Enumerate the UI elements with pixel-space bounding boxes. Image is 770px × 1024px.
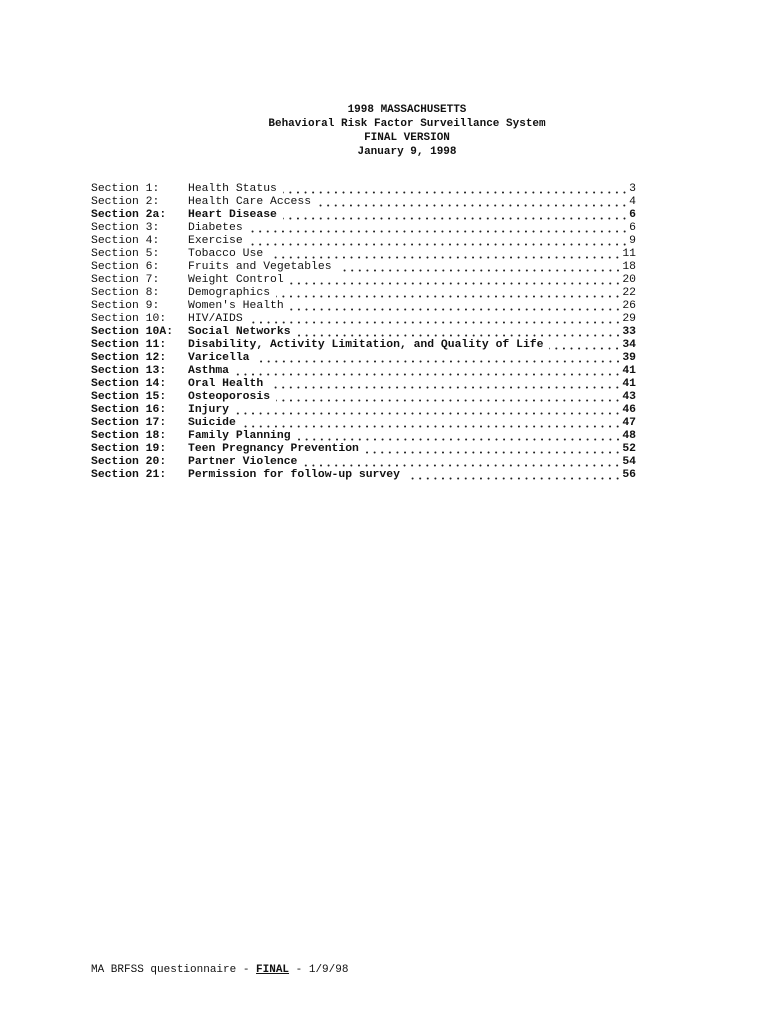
toc-section-number: Section 3: (91, 222, 160, 234)
toc-section-number: Section 16: (91, 404, 167, 416)
toc-page-number: 3 (629, 183, 636, 195)
toc-section-title: Health Status (188, 183, 277, 195)
toc-section-number: Section 6: (91, 261, 160, 273)
toc-dot-leader (283, 217, 628, 220)
toc-page-number: 48 (622, 430, 636, 442)
toc-section-number: Section 17: (91, 417, 167, 429)
toc-entry (91, 248, 636, 261)
toc-page-number: 41 (622, 378, 636, 390)
toc-section-number: Section 21: (91, 469, 167, 481)
toc-section-number: Section 8: (91, 287, 160, 299)
toc-section-number: Section 1: (91, 183, 160, 195)
toc-section-number: Section 5: (91, 248, 160, 260)
toc-entry (91, 183, 636, 196)
toc-section-title: Tobacco Use (188, 248, 264, 260)
toc-section-title: Osteoporosis (188, 391, 271, 403)
toc-entry (91, 235, 636, 248)
page-footer (91, 963, 348, 977)
toc-entry (91, 391, 636, 404)
toc-section-title: Diabetes (188, 222, 243, 234)
title-line-system: Behavioral Risk Factor Surveillance System (268, 118, 546, 130)
toc-entry (91, 313, 636, 326)
toc-dot-leader (303, 464, 621, 467)
toc-entry (91, 274, 636, 287)
toc-section-number: Section 10A: (91, 326, 174, 338)
toc-page-number: 11 (622, 248, 636, 260)
toc-page-number: 9 (629, 235, 636, 247)
toc-page-number: 56 (622, 469, 636, 481)
toc-section-title: Teen Pregnancy Prevention (188, 443, 359, 455)
toc-section-title: Demographics (188, 287, 271, 299)
toc-page-number: 26 (622, 300, 636, 312)
toc-dot-leader (365, 451, 621, 454)
footer-prefix: MA BRFSS questionnaire - (91, 964, 257, 976)
toc-dot-leader (249, 243, 628, 246)
toc-page-number: 34 (622, 339, 636, 351)
footer-suffix: - 1/9/98 (289, 964, 349, 976)
toc-section-title: Oral Health (188, 378, 264, 390)
toc-section-title: Health Care Access (188, 196, 312, 208)
toc-entry (91, 352, 636, 365)
toc-section-number: Section 2a: (91, 209, 167, 221)
toc-dot-leader (235, 412, 621, 415)
toc-entry (91, 378, 636, 391)
toc-entry (91, 404, 636, 417)
toc-section-title: Suicide (188, 417, 236, 429)
title-line-version: FINAL VERSION (364, 132, 450, 144)
toc-section-title: Disability, Activity Limitation, and Quality of Life (188, 339, 544, 351)
toc-dot-leader (290, 282, 622, 285)
toc-dot-leader (549, 347, 621, 350)
toc-dot-leader (276, 295, 621, 298)
toc-section-number: Section 13: (91, 365, 167, 377)
toc-section-number: Section 19: (91, 443, 167, 455)
toc-dot-leader (249, 230, 628, 233)
toc-page-number: 6 (629, 222, 636, 234)
title-line-date: January 9, 1998 (357, 146, 457, 158)
toc-section-title: Heart Disease (188, 209, 277, 221)
toc-section-title: Fruits and Vegetables (188, 261, 332, 273)
toc-section-title: HIV/AIDS (188, 313, 243, 325)
toc-dot-leader (290, 308, 622, 311)
toc-page-number: 20 (622, 274, 636, 286)
toc-entry (91, 326, 636, 339)
toc-section-number: Section 14: (91, 378, 167, 390)
toc-dot-leader (256, 360, 622, 363)
toc-section-number: Section 4: (91, 235, 160, 247)
toc-dot-leader (297, 334, 622, 337)
toc-entry (91, 365, 636, 378)
table-of-contents (91, 183, 636, 482)
toc-page-number: 18 (622, 261, 636, 273)
toc-section-title: Weight Control (188, 274, 284, 286)
toc-section-number: Section 7: (91, 274, 160, 286)
toc-page-number: 33 (622, 326, 636, 338)
toc-section-title: Injury (188, 404, 230, 416)
toc-dot-leader (283, 191, 628, 194)
toc-section-number: Section 20: (91, 456, 167, 468)
toc-section-title: Exercise (188, 235, 243, 247)
toc-dot-leader (297, 438, 622, 441)
toc-page-number: 39 (622, 352, 636, 364)
toc-dot-leader (269, 386, 621, 389)
toc-entry (91, 339, 636, 352)
toc-section-title: Social Networks (188, 326, 291, 338)
toc-section-number: Section 11: (91, 339, 167, 351)
toc-page-number: 29 (622, 313, 636, 325)
toc-entry (91, 287, 636, 300)
toc-dot-leader (406, 477, 621, 480)
toc-dot-leader (317, 204, 628, 207)
toc-page-number: 6 (629, 209, 636, 221)
toc-dot-leader (338, 269, 622, 272)
toc-entry (91, 443, 636, 456)
toc-dot-leader (276, 399, 621, 402)
toc-page-number: 4 (629, 196, 636, 208)
toc-section-title: Family Planning (188, 430, 291, 442)
toc-dot-leader (269, 256, 621, 259)
document-title-block (0, 103, 770, 159)
toc-entry (91, 430, 636, 443)
toc-section-number: Section 2: (91, 196, 160, 208)
toc-entry (91, 261, 636, 274)
toc-section-title: Asthma (188, 365, 230, 377)
toc-entry (91, 456, 636, 469)
toc-dot-leader (242, 425, 621, 428)
title-line-state: 1998 MASSACHUSETTS (347, 104, 467, 116)
toc-entry (91, 300, 636, 313)
toc-section-number: Section 15: (91, 391, 167, 403)
toc-section-title: Permission for follow-up survey (188, 469, 400, 481)
toc-page-number: 41 (622, 365, 636, 377)
toc-section-title: Partner Violence (188, 456, 298, 468)
toc-page-number: 22 (622, 287, 636, 299)
toc-page-number: 47 (622, 417, 636, 429)
toc-section-number: Section 18: (91, 430, 167, 442)
toc-section-number: Section 9: (91, 300, 160, 312)
toc-entry (91, 222, 636, 235)
toc-section-number: Section 10: (91, 313, 167, 325)
toc-entry (91, 469, 636, 482)
toc-page-number: 46 (622, 404, 636, 416)
toc-entry (91, 209, 636, 222)
toc-dot-leader (235, 373, 621, 376)
toc-page-number: 52 (622, 443, 636, 455)
toc-dot-leader (249, 321, 622, 324)
toc-page-number: 43 (622, 391, 636, 403)
toc-entry (91, 196, 636, 209)
toc-page-number: 54 (622, 456, 636, 468)
toc-entry (91, 417, 636, 430)
footer-status: FINAL (256, 964, 290, 976)
toc-section-number: Section 12: (91, 352, 167, 364)
toc-section-title: Women's Health (188, 300, 284, 312)
toc-section-title: Varicella (188, 352, 250, 364)
